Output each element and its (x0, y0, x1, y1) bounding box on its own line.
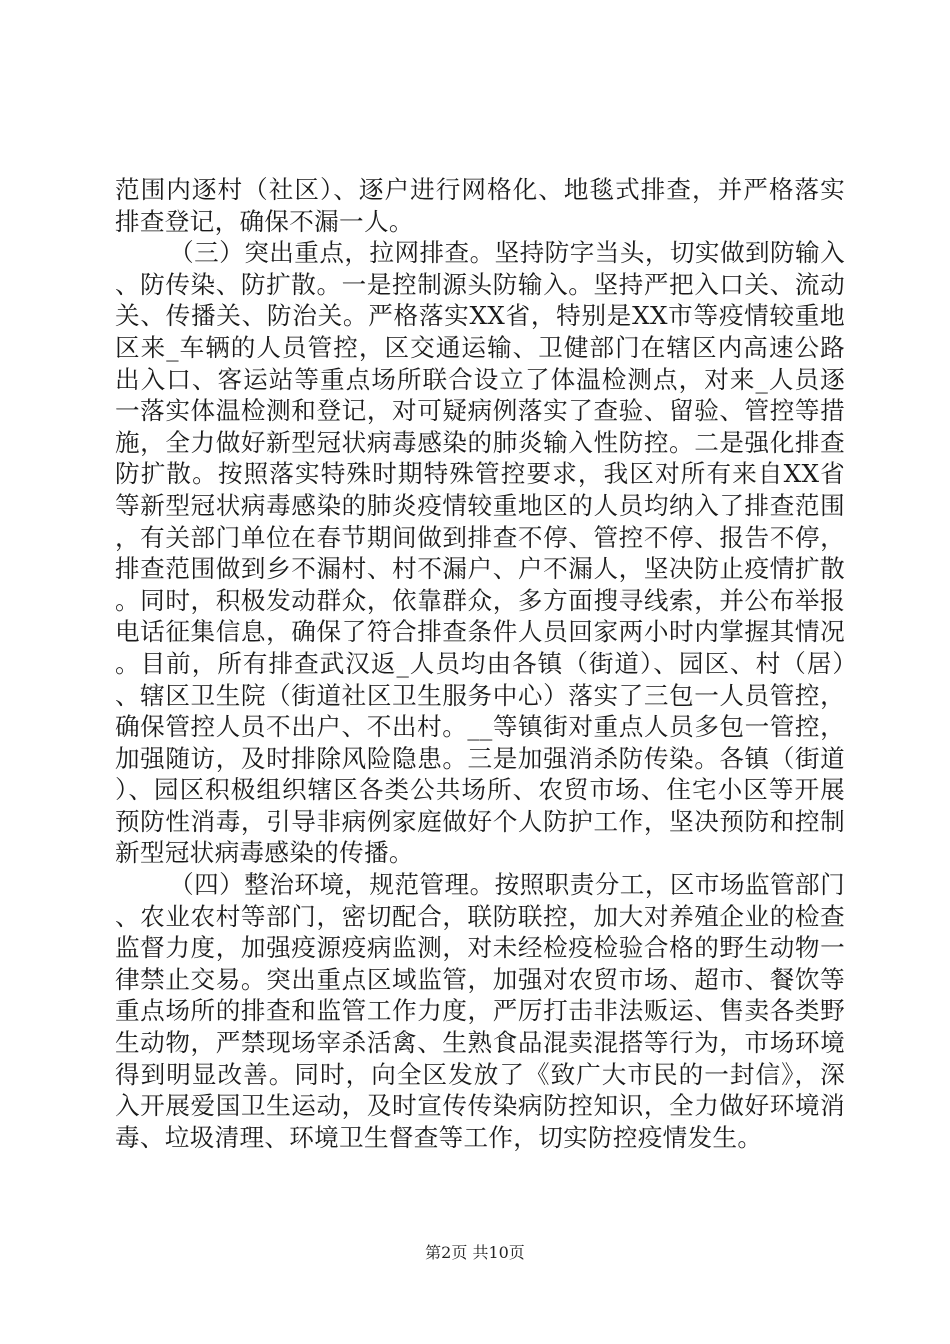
page-footer: 第2页 共10页 (425, 1243, 525, 1262)
paragraph-section-three: （三）突出重点，拉网排查。坚持防字当头，切实做到防输入、防传染、防扩散。一是控制源头防输入。坚持严把入口关、流动关、传播关、防治关。严格落实XX省，特别是XX市等疫情较重地区来_车辆的人员管控，区交通运输、卫健部门在辖区内高速公路出入口、客运站等重点场所联合设立了体温检测点，对来_人员逐一落实体温检测和登记，对可疑病例落实了查验、留验、管控等措施，全力做好新型冠状病毒感染的肺炎输入性防控。二是强化排查防扩散。按照落实特殊时期特殊管控要求，我区对所有来自XX省等新型冠状病毒感染的肺炎疫情较重地区的人员均纳入了排查范围，有关部门单位在春节期间做到排查不停、管控不停、报告不停，排查范围做到乡不漏村、村不漏户、户不漏人，坚决防止疫情扩散。同时，积极发动群众，依靠群众，多方面搜寻线索，并公布举报电话征集信息，确保了符合排查条件人员回家两小时内掌握其情况。目前，所有排查武汉返_人员均由各镇（街道）、园区、村（居）、辖区卫生院（街道社区卫生服务中心）落实了三包一人员管控，确保管控人员不出户、不出村。__等镇街对重点人员多包一管控，加强随访，及时排除风险隐患。三是加强消杀防传染。各镇（街道）、园区积极组织辖区各类公共场所、农贸市场、住宅小区等开展预防性消毒，引导非病例家庭做好个人防护工作，坚决预防和控制新型冠状病毒感染的传播。 (115, 238, 845, 868)
document-body (115, 174, 845, 1153)
paragraph-continuation: 范围内逐村（社区）、逐户进行网格化、地毯式排查，并严格落实排查登记，确保不漏一人。 (115, 175, 845, 236)
paragraph-section-four: （四）整治环境，规范管理。按照职责分工，区市场监管部门、农业农村等部门，密切配合，联防联控，加大对养殖企业的检查监督力度，加强疫源疫病监测，对未经检疫检验合格的野生动物一律禁止交易。突出重点区域监管，加强对农贸市场、超市、餐饮等重点场所的排查和监管工作力度，严厉打击非法贩运、售卖各类野生动物，严禁现场宰杀活禽、生熟食品混卖混搭等行为，市场环境得到明显改善。同时，向全区发放了《致广大市民的一封信》，深入开展爱国卫生运动，及时宣传传染病防控知识，全力做好环境消毒、垃圾清理、环境卫生督查等工作，切实防控疫情发生。 (115, 870, 845, 1152)
